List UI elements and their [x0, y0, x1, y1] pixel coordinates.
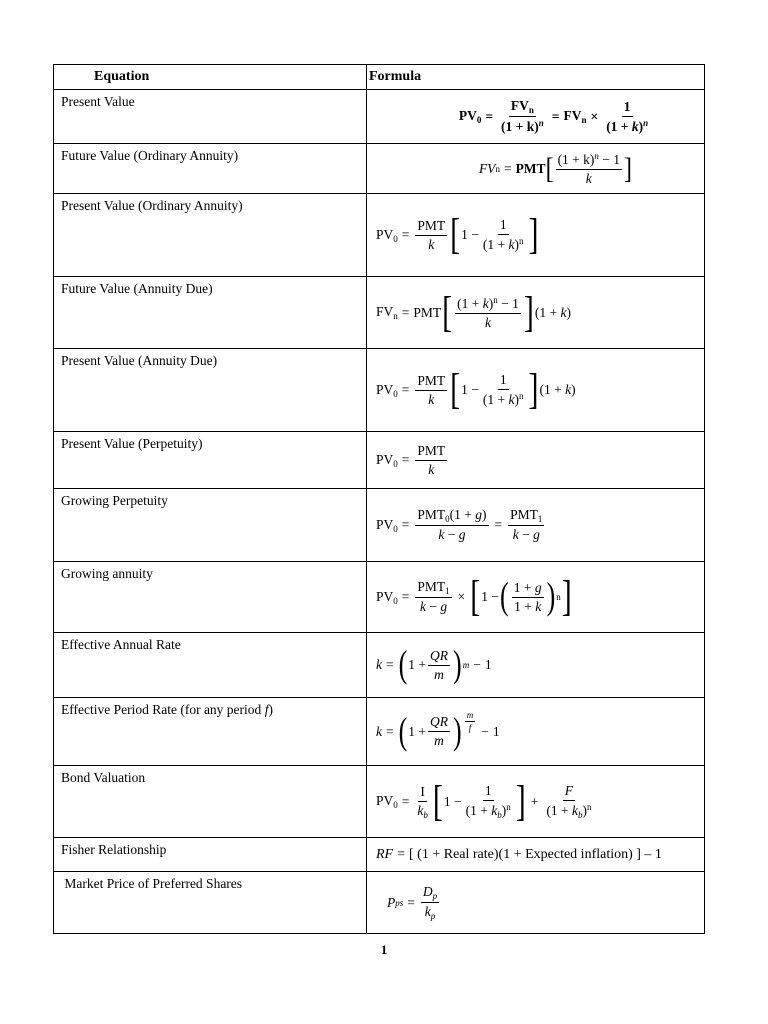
row-name: Effective Annual Rate	[54, 633, 367, 698]
row-name: Growing Perpetuity	[54, 489, 367, 562]
formula-bond-valuation: $PV_0$ = $\frac{I}{k_b}$ [ 1 − $\frac{1}{(1 + k_b)^n}$ ] + $\frac{F}{(1 + k_b)^n}$	[367, 766, 705, 838]
formula-pv-perpetuity: $PV_0$ = $\frac{\text{PMT}}{k}$	[367, 432, 705, 489]
row-name: Present Value (Perpetuity)	[54, 432, 367, 489]
formula-pv-ordinary-annuity: $PV_0$ = $\frac{\text{PMT}}{k}$ [ 1 − $\frac{1}{(1 + k)^n}$ ]	[367, 194, 705, 277]
formula-pv-annuity-due: $PV_0$ = $\frac{\text{PMT}}{k}$ [ 1 − $\frac{1}{(1 + k)^n}$ ] (1 + k)	[367, 349, 705, 432]
row-name: Present Value (Annuity Due)	[54, 349, 367, 432]
row-name: Effective Period Rate (for any period f)	[54, 698, 367, 766]
row-name: Fisher Relationship	[54, 838, 367, 872]
formula-effective-annual-rate: k = ( 1 + $\frac{QR}{m}$ ) m − 1	[367, 633, 705, 698]
formula-fv-annuity-due: $FV_n$ = PMT [ $\frac{(1 + k)^n - 1}{k}$ ] (1 + k)	[367, 277, 705, 349]
row-name: Growing annuity	[54, 562, 367, 633]
formula-growing-annuity: $PV_0$ = $\frac{PMT_1}{k - g}$ × [ 1 − ( $\frac{1 + g}{1 + k}$ ) n ]	[367, 562, 705, 633]
row-name: Present Value (Ordinary Annuity)	[54, 194, 367, 277]
formula-preferred-share-price: P ps = $\frac{D_p}{k_p}$	[367, 872, 705, 934]
row-name: Market Price of Preferred Shares	[54, 872, 367, 934]
formula-growing-perpetuity: $PV_0$ = $\frac{PMT_0(1 + g)}{k - g}$ = $\frac{PMT_1}{k - g}$	[367, 489, 705, 562]
page-number: 1	[380, 942, 388, 957]
row-name: Bond Valuation	[54, 766, 367, 838]
formula-table	[53, 64, 705, 934]
header-formula: Formula	[367, 65, 705, 90]
header-equation: Equation	[54, 65, 367, 90]
formula-present-value: $PV_0$ = $\frac{FV_n}{(1 + k)^n}$ = $FV_n$ × $\frac{1}{(1 + k)^n}$	[367, 90, 705, 144]
row-name: Present Value	[54, 90, 367, 144]
row-name: Future Value (Ordinary Annuity)	[54, 144, 367, 194]
formula-effective-period-rate: k = ( 1 + $\frac{QR}{m}$ ) $\frac{m}{f}$ − 1	[367, 698, 705, 766]
row-name: Future Value (Annuity Due)	[54, 277, 367, 349]
formula-fisher-relationship: RF = [ (1 + Real rate)(1 + Expected inflation) ] – 1	[367, 838, 705, 872]
formula-fv-ordinary-annuity: FV n = PMT [ $\frac{(1 + k)^n - 1}{k}$ ]	[367, 144, 705, 194]
